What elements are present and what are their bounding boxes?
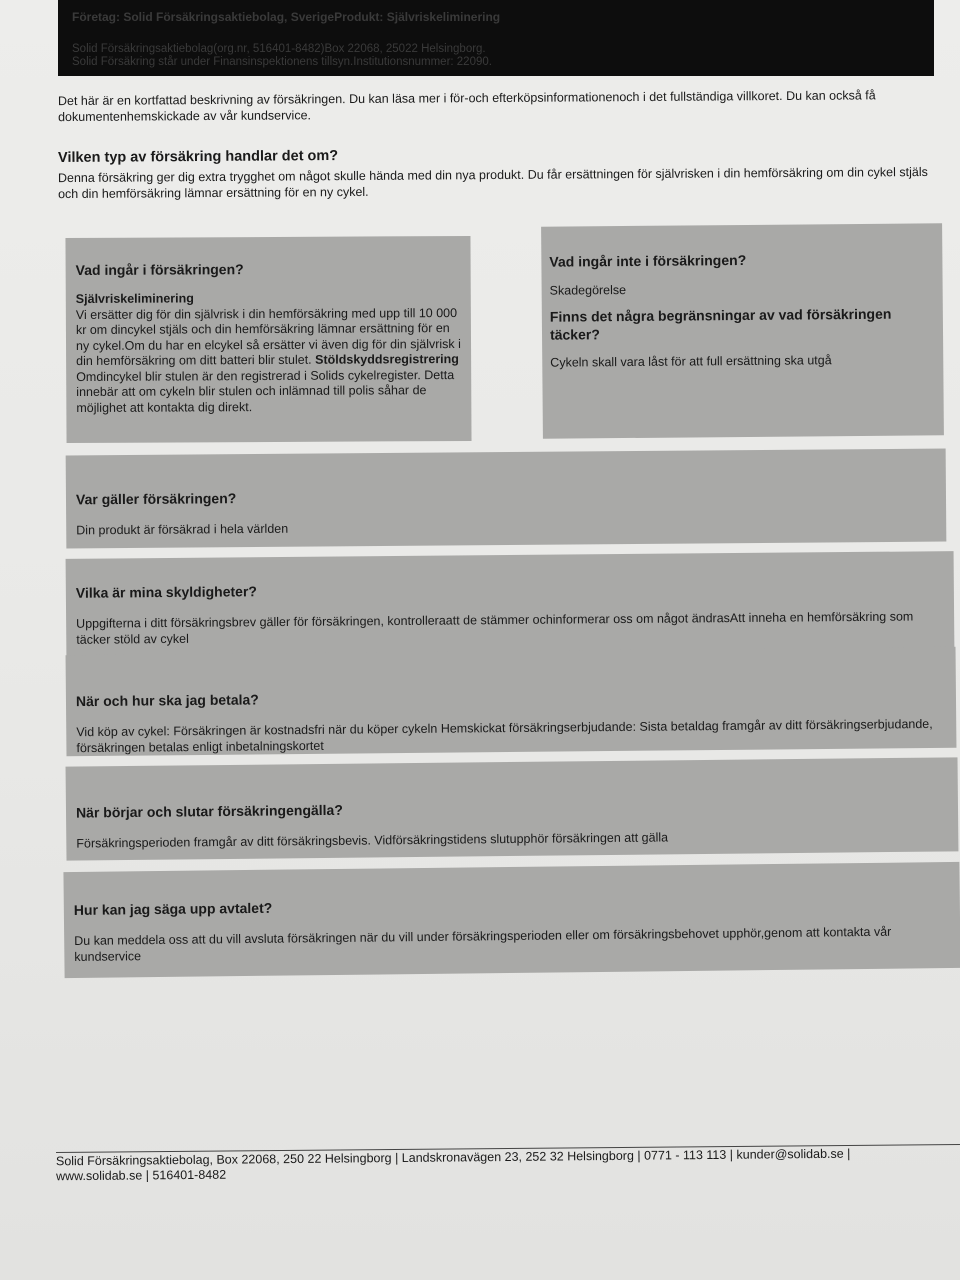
- period-heading: När börjar och slutar försäkringengälla?: [75, 801, 343, 821]
- payment-box: [66, 647, 957, 757]
- where-box: [66, 449, 947, 549]
- period-box: [66, 757, 959, 860]
- header-band: [58, 0, 934, 76]
- included-heading: Vad ingår i försäkringen?: [75, 261, 244, 279]
- header-supervision: Solid Försäkring står under Finansinspektionens tillsyn.Institutionsnummer: 22090.: [72, 56, 492, 68]
- included-sub-deductible: Självriskeliminering: [75, 291, 194, 307]
- period-text: Försäkringsperioden framgår av ditt försäkringsbevis. Vidförsäkringstidens slutupphör försäkringen att gälla: [76, 830, 669, 851]
- excluded-heading: Vad ingår inte i försäkringen?: [549, 251, 747, 270]
- limits-heading: Finns det några begränsningar av vad försäkringen täcker?: [549, 305, 892, 343]
- insurance-type-heading: Vilken typ av försäkring handlar det om?: [57, 148, 339, 166]
- payment-text: Vid köp av cykel: Försäkringen är kostnadsfri när du köper cykeln Hemskickat försäkringserbjudande: Sista betaldag framgår av ditt försäkringserbjudande, försäkringen betalas enligt inbetalningskortet: [76, 716, 933, 755]
- included-sub-theft-registration: Stöldskyddsregistrering: [315, 352, 459, 367]
- header-company-product: Företag: Solid Försäkringsaktiebolag, SverigeProdukt: Självriskeliminering: [72, 10, 501, 24]
- cancel-box: [63, 862, 960, 978]
- cancel-text: Du kan meddela oss att du vill avsluta försäkringen när du vill under försäkringsperioden eller om försäkringsbehovet upphör,genom att kontakta vår kundservice: [74, 924, 892, 964]
- duties-box: [66, 551, 955, 660]
- included-text-theft-registration: Omdincykel blir stulen är den registrerad i Solids cykelregister. Detta innebär att om cykeln blir stulen och inlämnad till polis såhar de möjlighet att kontakta dig direkt.: [76, 367, 455, 415]
- included-body: [76, 290, 467, 416]
- footer-address: Solid Försäkringsaktiebolag, Box 22068, 250 22 Helsingborg | Landskronavägen 23, 252 32 Helsingborg | 0771 - 113 113 | kunder@solidab.se |: [55, 1146, 851, 1169]
- excluded-text: Skadegörelse: [549, 283, 627, 298]
- duties-heading: Vilka är mina skyldigheter?: [75, 583, 257, 601]
- where-heading: Var gäller försäkringen?: [75, 490, 237, 508]
- duties-text: Uppgifterna i ditt försäkringsbrev gäller för försäkringen, kontrolleraatt de stämmer ochinformerar oss om något ändrasAtt inneha en hemförsäkring som täcker stöld av cykel: [76, 609, 914, 647]
- where-text: Din produkt är försäkrad i hela världen: [76, 521, 289, 538]
- included-box: [65, 236, 471, 443]
- limits-text: Cykeln skall vara låst för att full ersättning ska utgå: [550, 352, 832, 370]
- included-text-deductible: Vi ersätter dig för din självrisk i din hemförsäkring med upp till 10 000 kr om dincykel stjäls och din hemförsäkring lämnar ersättning för en ny cykel.Om du har en elcykel så ersätter vi även dig för din självrisk i din hemförsäkring om ditt batteri blir stulet.: [75, 305, 461, 369]
- cancel-heading: Hur kan jag säga upp avtalet?: [73, 899, 273, 918]
- header-address: Solid Försäkringsaktiebolag(org.nr, 516401-8482)Box 22068, 25022 Helsingborg.: [72, 43, 486, 55]
- insurance-type-text: Denna försäkring ger dig extra trygghet om något skulle hända med din nya produkt. Du får ersättningen för självrisken i din hemförsäkring om din cykel stjäls och din hemförsäkring lämnar ersättning för en ny cykel.: [57, 164, 928, 202]
- intro-text: Det här är en kortfattad beskrivning av försäkringen. Du kan läsa mer i för-och efterköpsinformationenoch i det fullständiga villkoret. Du kan också få dokumentenhemskickade av vår kundservice.: [57, 88, 876, 125]
- payment-heading: När och hur ska jag betala?: [75, 691, 259, 710]
- footer-web-orgnr: www.solidab.se | 516401-8482: [56, 1167, 227, 1184]
- excluded-box: [541, 223, 944, 438]
